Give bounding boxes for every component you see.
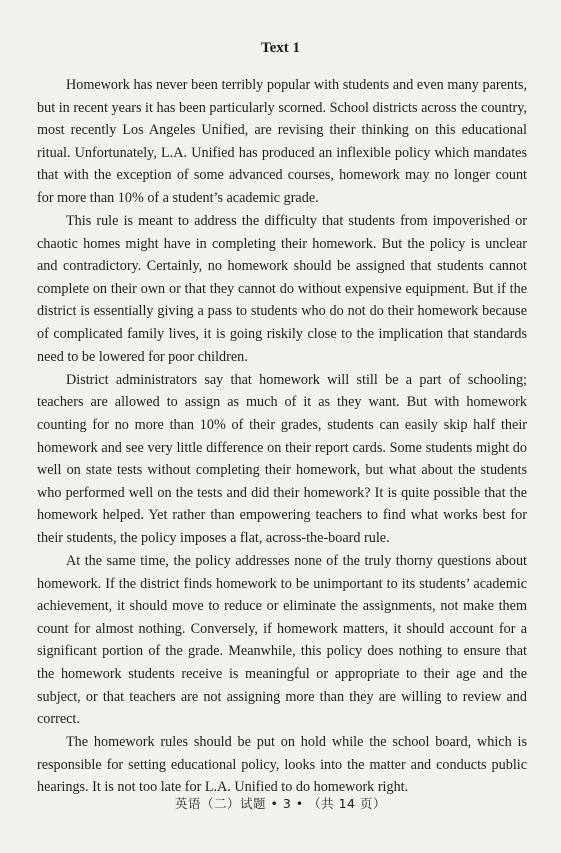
page-footer: 英语（二）试题 • 3 • （共 14 页） [175, 796, 386, 811]
paragraph-3: District administrators say that homework will still be a part of schooling; teachers are allowed to assign as much of it as they want. But with homework counting for no more than 10% of their grades, students can easily skip half their homework and see very little difference on their report cards. Some students might do well on state tests without completing their homework, but what about the students who performed well on the tests and did their homework? It is quite possible that the homework helped. Yet rather than empowering teachers to find what works best for their students, the policy imposes a flat, across-the-board rule. [37, 371, 527, 546]
passage-body [37, 74, 527, 800]
paragraph-4: At the same time, the policy addresses none of the truly thorny questions about homework. If the district finds homework to be unimportant to its students’ academic achievement, it should move to reduce or eliminate the assignments, not make them count for almost nothing. Conversely, if homework matters, it should account for a significant portion of the grade. Meanwhile, this policy does nothing to ensure that the homework students receive is meaningful or appropriate to their age and the subject, or that teachers are not assigning more than they are willing to review and correct. [37, 552, 527, 728]
passage-title: Text 1 [260, 40, 301, 56]
paragraph-5: The homework rules should be put on hold while the school board, which is responsible for setting educational policy, looks into the matter and conducts public hearings. It is not too late for L.A. Unified to do homework right. [37, 734, 527, 796]
paragraph-2: This rule is meant to address the difficulty that students from impoverished or chaotic homes might have in completing their homework. But the policy is unclear and contradictory. Certainly, no homework should be assigned that students cannot complete on their own or that they cannot do without expensive equipment. But if the district is essentially giving a pass to students who do not do their homework because of complicated family lives, it is going riskily close to the implication that standards need to be lowered for poor children. [37, 213, 527, 365]
paragraph-1: Homework has never been terribly popular with students and even many parents, but in recent years it has been particularly scorned. School districts across the country, most recently Los Angeles Unified, are revising their thinking on this educational ritual. Unfortunately, L.A. Unified has produced an inflexible policy which mandates that with the exception of some advanced courses, homework may no longer count for more than 10% of a student’s academic grade. [37, 77, 527, 206]
